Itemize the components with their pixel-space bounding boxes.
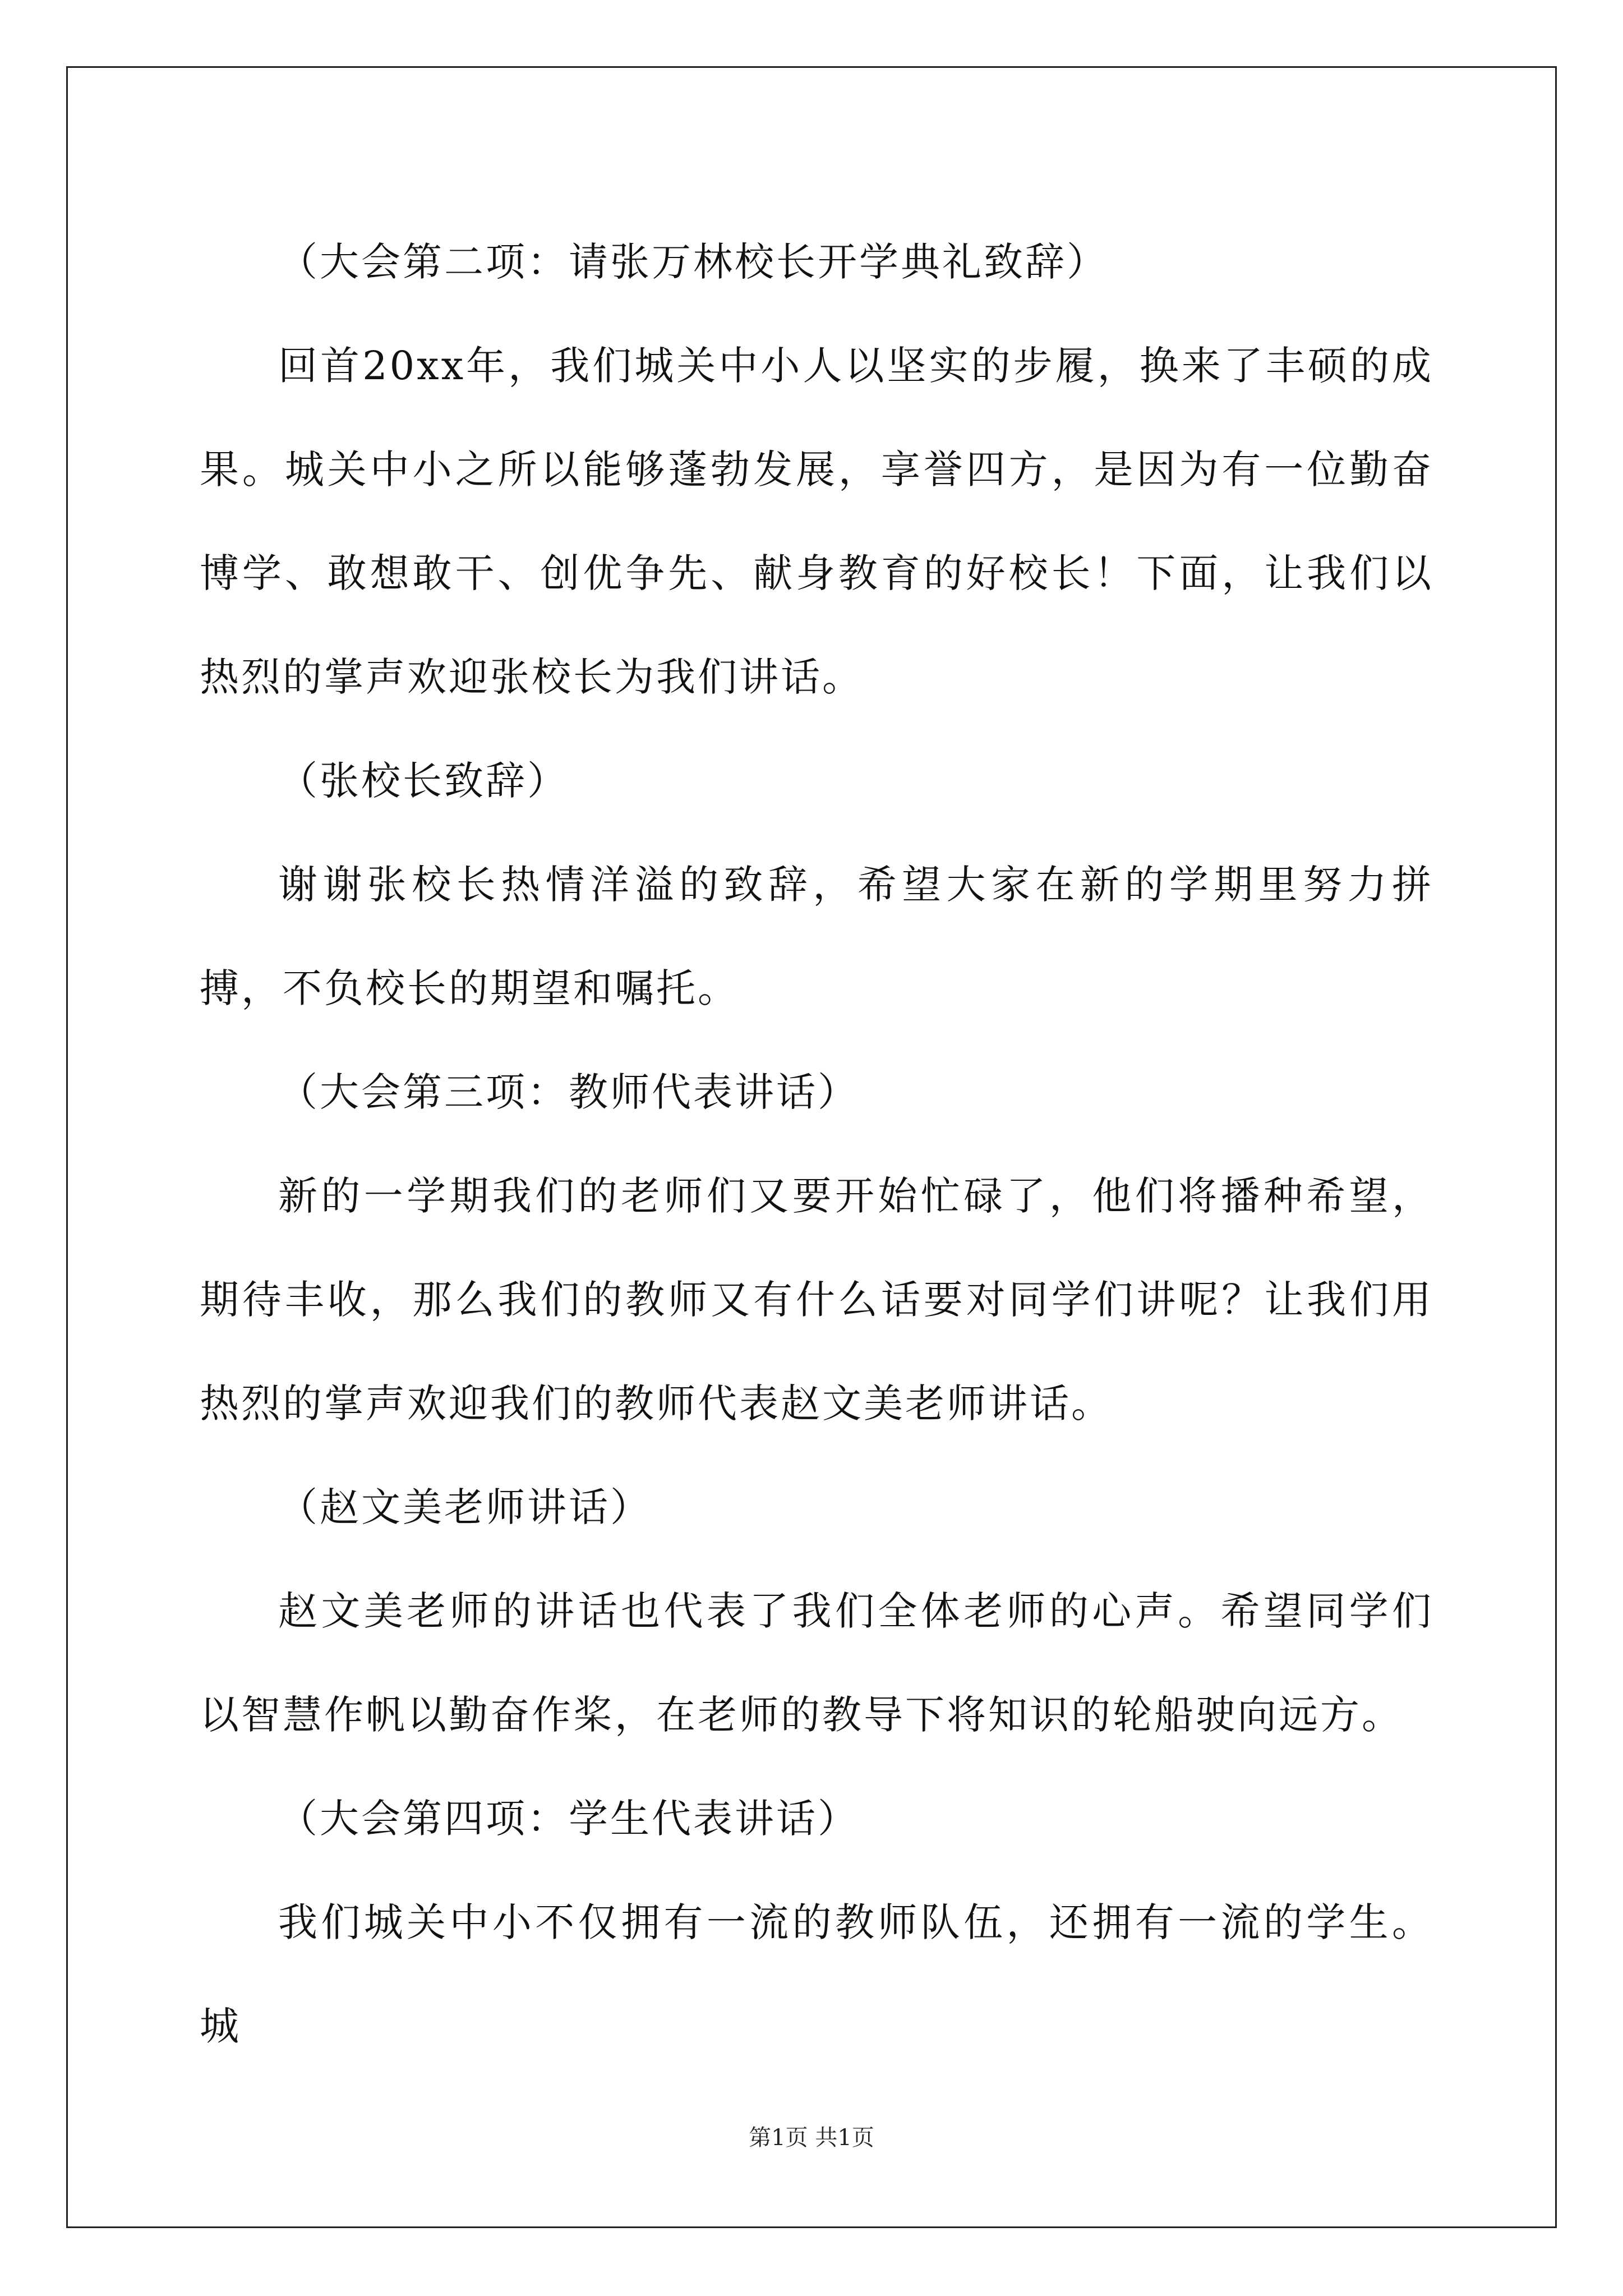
document-body xyxy=(200,210,1433,2078)
paragraph-teacher-speech-note: （赵文美老师讲话） xyxy=(278,1484,652,1530)
paragraph-intro-student: 我们城关中小不仅拥有一流的教师队伍，还拥有一流的学生。城 xyxy=(200,1899,1433,2049)
paragraph-teacher-speech-summary: 赵文美老师的讲话也代表了我们全体老师的心声。希望同学们以智慧作帆以勤奋作桨，在老师的教导下将知识的轮船驶向远方。 xyxy=(200,1588,1433,1738)
paragraph-intro-teacher: 新的一学期我们的老师们又要开始忙碌了，他们将播种希望，期待丰收，那么我们的教师又有什么话要对同学们讲呢？让我们用热烈的掌声欢迎我们的教师代表赵文美老师讲话。 xyxy=(200,1173,1433,1427)
paragraph-agenda-item-4: （大会第四项：学生代表讲话） xyxy=(278,1796,859,1842)
paragraph-thanks-principal: 谢谢张校长热情洋溢的致辞，希望大家在新的学期里努力拼搏，不负校长的期望和嘱托。 xyxy=(200,862,1433,1011)
paragraph-agenda-item-3: （大会第三项：教师代表讲话） xyxy=(278,1069,859,1115)
paragraph-agenda-item-2: （大会第二项：请张万林校长开学典礼致辞） xyxy=(278,239,1108,285)
page-footer: 第1页 共1页 xyxy=(749,2125,874,2151)
paragraph-intro-principal: 回首20xx年，我们城关中小人以坚实的步履，换来了丰硕的成果。城关中小之所以能够蓬勃发展，享誉四方，是因为有一位勤奋博学、敢想敢干、创优争先、献身教育的好校长！下面，让我们以热烈的掌声欢迎张校长为我们讲话。 xyxy=(200,343,1433,700)
paragraph-principal-speech-note: （张校长致辞） xyxy=(278,758,569,804)
